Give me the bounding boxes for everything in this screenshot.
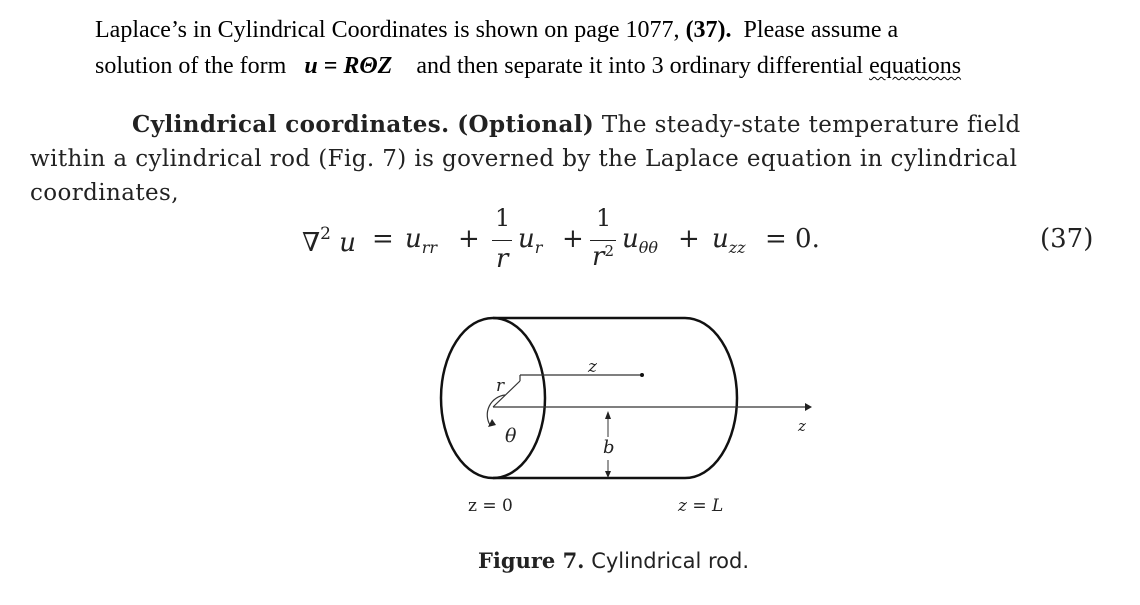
equation-reference: (37).	[685, 17, 732, 43]
nabla-power: 2	[320, 224, 331, 244]
fraction1-numerator: 1	[495, 204, 511, 232]
equation-number: (37)	[1040, 224, 1094, 254]
figure-label: Figure 7.	[478, 548, 585, 573]
fraction2-numerator: 1	[596, 204, 612, 232]
fraction1-denominator: r	[496, 244, 509, 274]
prompt-text: Laplace’s in Cylindrical Coordinates is shown on page 1077,	[95, 17, 680, 43]
z-distance-label: z	[588, 357, 597, 377]
cylinder-diagram	[420, 315, 840, 525]
cylinder-end-face	[441, 318, 545, 478]
theta-label: θ	[505, 425, 517, 447]
fraction2-power: 2	[604, 242, 614, 260]
z-axis-label: z	[798, 417, 806, 435]
b-label: b	[603, 437, 615, 458]
term3-variable: u	[622, 224, 639, 254]
point-marker	[640, 373, 644, 377]
prompt-text: Please assume a	[743, 17, 899, 43]
term1-subscript: rr	[421, 238, 438, 257]
term3-subscript: θθ	[638, 238, 659, 257]
excerpt-body: The steady-state temperature field within a cylindrical rod (Fig. 7) is governed by the Laplace equation in cylindrical coordinates,	[30, 112, 1021, 206]
textbook-excerpt	[30, 108, 1096, 210]
fraction2-denominator: r	[592, 242, 605, 272]
lhs-variable: u	[339, 228, 356, 258]
nabla-symbol: ∇	[302, 228, 321, 258]
cylinder-figure	[420, 315, 840, 525]
z-axis-arrowhead	[805, 403, 812, 411]
z-L-label: z = L	[678, 496, 724, 516]
figure-caption	[478, 548, 749, 573]
term1-variable: u	[405, 224, 422, 254]
term2-subscript: r	[534, 238, 543, 257]
plus-sign: +	[678, 224, 700, 254]
term2-variable: u	[518, 224, 535, 254]
optional-tag: (Optional)	[457, 111, 595, 138]
r-label: r	[496, 376, 505, 396]
term4-subscript: zz	[728, 238, 746, 257]
theta-arc	[487, 395, 505, 425]
plus-sign: +	[562, 224, 584, 254]
fraction1-bar	[492, 240, 512, 241]
assignment-prompt	[95, 12, 1095, 84]
prompt-text: solution of the form	[95, 53, 287, 79]
fraction2-bar	[590, 240, 616, 241]
z-zero-label: z = 0	[468, 496, 513, 516]
spellcheck-word[interactable]: equations	[869, 53, 962, 79]
solution-form: u = RΘZ	[304, 53, 393, 79]
equation-rhs: = 0.	[765, 224, 820, 254]
prompt-line-1	[95, 12, 1095, 48]
section-heading: Cylindrical coordinates.	[132, 111, 450, 138]
prompt-text: and then separate it into 3 ordinary differential	[416, 53, 864, 79]
figure-caption-text: Cylindrical rod.	[591, 549, 750, 573]
laplace-equation	[0, 202, 1140, 282]
prompt-line-2	[95, 48, 1095, 84]
plus-sign: +	[458, 224, 480, 254]
term4-variable: u	[712, 224, 729, 254]
equals-sign: =	[372, 224, 394, 254]
cylinder-far-end	[685, 318, 737, 478]
